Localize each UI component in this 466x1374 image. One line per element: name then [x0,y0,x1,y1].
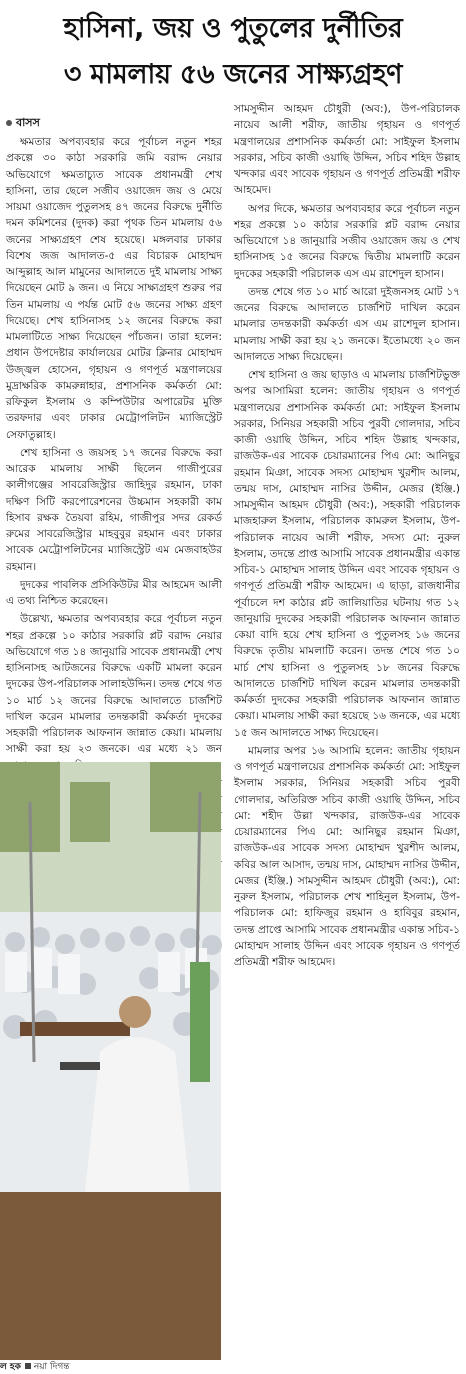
paragraph: শেখ হাসিনা ও জয় ছাড়াও এ মামলায় চার্জশিটভুক্ত অপর আসামিরা হলেন: জাতীয় গৃহায়ন ও গণপূর্ত মন্ত্রণালয়ের প্রশাসনিক কর্মকর্তা মো: সাইফুল ইসলাম সরকার, সিনিয়র সহকারী সচিব পুরবী গোলদার, সচিব কাজী ওয়াছি উদ্দিন, সচিব শহিদ উল্লাহ খন্দকার, রাজউক-এর সাবেক চেয়ারম্যানের পিএ মো: আনিছুর রহমান মিঞা, সাবেক সদস্য মোহাম্মদ খুরশীদ আলম, তন্ময় দাস, মোহাম্মদ নাসির উদ্দীন, মেজর (ইঞ্জি.) সামসুদ্দীন আহমদ চৌধুরী (অব:), সহকারী পরিচালক মাজহারুল ইসলাম, পরিচালক কামরুল ইসলাম, উপ-পরিচালক নায়েব আলী শরীফ, সদস্য মো: নুরুল ইসলাম, তদন্তে প্রাপ্ত আসামি সাবেক প্রধানমন্ত্রীর একান্ত সচিব-১ মোহাম্মদ সালাহ উদ্দিন এবং সাবেক গৃহায়ন ও গণপূর্ত প্রতিমন্ত্রী শরীফ আহমেদ। এ ছাড়া, রাজধানীর পূর্বাচলে দশ কাঠার প্লট জালিয়াতির ঘটনায় গত ১২ জানুয়ারি দুদকের সহকারী পরিচালক আফনান জান্নাত কেয়া বাদি হয়ে শেখ হাসিনা ও পুতুলসহ ১৬ জনের বিরুদ্ধে তৃতীয় মামলাটি করেন। তদন্ত শেষে গত ১০ মার্চ শেখ হাসিনা ও পুতুলসহ ১৮ জনের বিরুদ্ধে আদালতে চার্জশিট দাখিল করেন মামলার তদন্তকারী কর্মকর্তা দুদকের সহকারী পরিচালক আফনান জান্নাত কেয়া। মামলায় সাক্ষী করা হয়েছে ১৬ জনকে, এর মধ্যে ১৫ জন আদালতে সাক্ষ্য দিয়েছেন। [234,369,460,739]
paragraph: অপর দিকে, ক্ষমতার অপব্যবহার করে পূর্বাচল নতুন শহর প্রকল্পে ১০ কাঠার সরকারি প্লট বরাদ্দ নেয়ার অভিযোগে ১৪ জানুয়ারি সজীব ওয়াজেদ জয় ও শেখ হাসিনাসহ ১৫ জনের বিরুদ্ধে দ্বিতীয় মামলাটি করেন দুদকের সহকারী পরিচালক এস এম রাশেদুল হাসান। [234,202,460,280]
article-column-left [6,114,222,759]
paragraph: সামসুদ্দীন আহমদ চৌধুরী (অব:), উপ-পরিচালক নায়েব আলী শরীফ, জাতীয় গৃহায়ন ও গণপূর্ত মন্ত্রণালয়ের প্রশাসনিক কর্মকর্তা মো: সাইফুল ইসলাম সরকার, সচিব কাজী ওয়াছি উদ্দিন, সচিব শহিদ উল্লাহ খন্দকার এবং সাবেক গৃহায়ন ও গণপূর্ত প্রতিমন্ত্রী শরীফ আহমেদ। [234,103,460,197]
paragraph: উল্লেখ্য, ক্ষমতার অপব্যবহার করে পূর্বাচল নতুন শহর প্রকল্পে ১০ কাঠার সরকারি প্লট বরাদ্দ নেয়ার অভিযোগে গত ১৪ জানুয়ারি সাবেক প্রধানমন্ত্রী শেখ হাসিনাসহ আটজনের বিরুদ্ধে একটি মামলা করেন দুদকের উপ-পরিচালক সালাহউদ্দিন। তদন্ত শেষে গত ১০ মার্চ ১২ জনের বিরুদ্ধে আদালতে চার্জশিট দাখিল করেন মামলার তদন্তকারী কর্মকর্তা দুদকের সহকারী পরিচালক আফনান জান্নাত কেয়া। মামলায় সাক্ষী করা হয় ২৩ জনকে। এর মধ্যে ২১ জন [6,613,222,756]
paragraph: দুদকের পাবলিক প্রসিকিউটর মীর আহমেদ আলী এ তথ্য নিশ্চিত করেছেন। [6,578,222,607]
dateline [6,114,222,132]
news-photo [0,762,221,1360]
photo-credit-name: ল হক [0,1362,21,1372]
paragraph: তদন্ত শেষে গত ১০ মার্চ আরো দুইজনসহ মোট ১৭ জনের বিরুদ্ধে আদালতে চার্জশিট দাখিল করেন মামলার তদন্তকারী কর্মকর্তা এস এম রাশেদুল হাসান। মামলায় সাক্ষী করা হয় ২১ জনকে। ইতোমধ্যে ২০ জন আদালতে সাক্ষ্য দিয়েছেন। [234,285,460,363]
headline-line-1: হাসিনা, জয় ও পুতুলের দুর্নীতির [63,13,403,44]
photo-rally-image [0,762,221,1360]
paragraph: ক্ষমতার অপব্যবহার করে পূর্বাচল নতুন শহর প্রকল্পে ৩০ কাঠা সরকারি জমি বরাদ্দ নেয়ার অভিযোগে ক্ষমতাচ্যুত সাবেক প্রধানমন্ত্রী শেখ হাসিনা, তার ছেলে সজীব ওয়াজেদ জয় ও মেয়ে সায়মা ওয়াজেদ পুতুলসহ ৪৭ জনের বিরুদ্ধে দুর্নীতি দমন কমিশনের (দুদক) করা পৃথক তিন মামলায় ৫৬ জনের সাক্ষ্যগ্রহণ শেষ হয়েছে। মঙ্গলবার ঢাকার বিশেষ জজ আদালত-৫ এর বিচারক মোহাম্মদ আব্দুল্লাহ আল মামুনের আদালতে দুই মামলায় সাক্ষ্য দিয়েছেন মোট ৯ জন। এ নিয়ে সাক্ষ্যগ্রহণ শুরুর পর তিন মামলায় এ পর্যন্ত মোট ৫৬ জনের সাক্ষ্য গ্রহণ দিয়েছে। শেখ হাসিনাসহ ১২ জনের বিরুদ্ধে করা মামলাটিতে সাক্ষ্য দিয়েছেন পাঁচজন। তারা হলেন: প্রধান উপদেষ্টার কার্যালয়ের মোটর ক্লিনার মোহাম্মদ উজ্জ্বল হোসেন, গৃহায়ন ও গণপূর্ত মন্ত্রণালয়ের মুদ্রাক্ষরিক কামরুন্নাহার, প্রশাসনিক কর্মকর্তা মো: রফিকুল ইসলাম ও কম্পিউটার অপারেটর মুক্তি তরফদার এবং ঢাকার মেট্রোপলিটন ম্যাজিস্ট্রেট সেফাতুল্লাহ। [6,136,222,441]
headline [0,6,466,98]
bullet-icon [6,120,12,126]
article-column-right [234,101,460,1363]
dateline-source: বাসস [16,116,40,129]
photo-credit-source: নয়া দিগন্ত [33,1362,70,1372]
headline-line-2: ৩ মামলায় ৫৬ জনের সাক্ষ্যগ্রহণ [63,59,403,90]
square-bullet-icon [25,1363,31,1369]
paragraph: শেখ হাসিনা ও জয়সহ ১৭ জনের বিরুদ্ধে করা আরেক মামলায় সাক্ষী ছিলেন গাজীপুরের কালীগঞ্জের সাবরেজিস্ট্রার জাহিদুর রহমান, ঢাকা দক্ষিণ সিটি করপোরেশনের উচ্চমান সহকারী কাম হিসাব রক্ষক তৈয়বা রহিম, গাজীপুর সদর রেকর্ড রুমের সাবরেজিস্ট্রার মাহবুবুর রহমান এবং ঢাকার সাবেক মেট্রোপলিটনের ম্যাজিস্ট্রেট এম মেজবাহউর রহমান। [6,446,222,573]
paragraph: মামলার অপর ১৬ আসামি হলেন: জাতীয় গৃহায়ন ও গণপূর্ত মন্ত্রণালয়ের প্রশাসনিক কর্মকর্তা মো: সাইফুল ইসলাম সরকার, সিনিয়র সহকারী সচিব পুরবী গোলদার, অতিরিক্ত সচিব কাজী ওয়াছি উদ্দিন, সচিব মো: শহীদ উল্লা খন্দকার, রাজউক-এর সাবেক চেয়ারম্যানের পিএ মো: আনিছুর রহমান মিঞা, রাজউক-এর সাবেক সদস্য মোহাম্মদ খুরশীদ আলম, কবির আল আসাদ, তন্ময় দাস, মোহাম্মদ নাসির উদ্দীন, মেজর (ইঞ্জি.) সামসুদ্দীন আহমদ চৌধুরী (অব:), মো: নুরুল ইসলাম, পরিচালক শেখ শাহিনুল ইসলাম, উপ-পরিচালক মো: হাফিজুর রহমান ও হাবিবুর রহমান, তদন্ত প্রাপ্তে আসামি সাবেক প্রধানমন্ত্রীর একান্ত সচিব-১ মোহাম্মদ সালাহ উদ্দিন এবং সাবেক গৃহায়ন ও গণপূর্ত প্রতিমন্ত্রী শরীফ আহমেদ। [234,744,460,968]
photo-credit [0,1361,232,1374]
